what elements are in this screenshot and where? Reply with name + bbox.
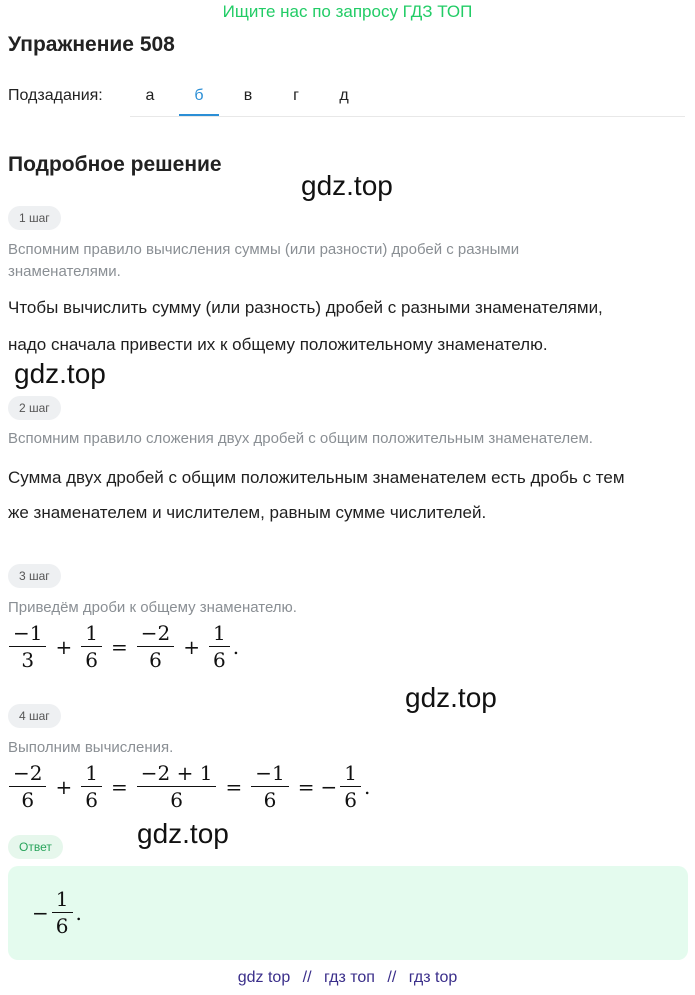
step-text-line: же знаменателем и числителем, равным сумме числителей. — [8, 503, 487, 522]
promo-banner[interactable]: Ищите нас по запросу ГДЗ ТОП — [222, 2, 473, 21]
watermark: gdz.top — [405, 682, 497, 713]
watermark: gdz.top — [301, 170, 393, 201]
tab-d[interactable]: д — [339, 87, 349, 104]
footer-link[interactable]: гдз top — [408, 969, 458, 986]
footer-link[interactable]: gdz top — [237, 969, 291, 986]
step-text-line: Чтобы вычислить сумму (или разность) дробей с разными знаменателями, — [8, 298, 603, 317]
tab-b[interactable]: б — [179, 76, 219, 116]
fraction: $\frac{1}{6}$ — [81, 762, 102, 811]
formula: $\frac{-2}{6}$ + $\frac{1}{6}$ = $\frac{-2 + 1}{6}$ = $\frac{-1}{6}$ = − $\frac{1}{6}$ . — [6, 762, 370, 811]
page-title: Упражнение 508 — [8, 33, 175, 56]
fraction: $\frac{1}{6}$ — [209, 622, 230, 671]
fraction: $\frac{-1}{6}$ — [251, 762, 288, 811]
tab-v[interactable]: в — [243, 87, 253, 104]
fraction: $\frac{-2}{6}$ — [9, 762, 46, 811]
fraction: $\frac{1}{6}$ — [340, 762, 361, 811]
watermark: gdz.top — [137, 818, 229, 849]
step-badge: 3 шаг — [8, 564, 61, 588]
subtasks-label: Подзадания: — [8, 87, 103, 104]
fraction: $\frac{1}{6}$ — [52, 888, 73, 937]
answer-box — [8, 866, 688, 960]
fraction: $\frac{1}{6}$ — [81, 622, 102, 671]
fraction: $\frac{-1}{3}$ — [9, 622, 46, 671]
fraction: $\frac{-2 + 1}{6}$ — [137, 762, 217, 811]
solution-title: Подробное решение — [8, 153, 222, 176]
tab-a[interactable]: а — [145, 87, 155, 104]
step-text-line: Сумма двух дробей с общим положительным знаменателем есть дробь с тем — [8, 468, 625, 487]
subtask-tabs — [130, 76, 685, 117]
step-text-line: надо сначала привести их к общему положительному знаменателю. — [8, 335, 548, 354]
watermark: gdz.top — [14, 358, 106, 389]
footer-link[interactable]: гдз топ — [324, 969, 375, 986]
step-hint: Вспомним правило сложения двух дробей с общим положительным знаменателем. — [8, 430, 593, 447]
tab-g[interactable]: г — [293, 87, 299, 104]
formula: $\frac{-1}{3}$ + $\frac{1}{6}$ = $\frac{-2}{6}$ + $\frac{1}{6}$ . — [6, 622, 239, 671]
fraction: $\frac{-2}{6}$ — [137, 622, 174, 671]
step-badge: 1 шаг — [8, 206, 61, 230]
step-badge: 2 шаг — [8, 396, 61, 420]
step-badge: 4 шаг — [8, 704, 61, 728]
step-hint: Вспомним правило вычисления суммы (или разности) дробей с разными знаменателями. — [8, 241, 520, 280]
footer-separator: // — [302, 969, 312, 986]
footer-separator: // — [387, 969, 397, 986]
step-hint: Выполним вычисления. — [8, 739, 174, 756]
answer-formula: − $\frac{1}{6}$ . — [32, 887, 82, 938]
step-hint: Приведём дроби к общему знаменателю. — [8, 599, 297, 616]
answer-badge: Ответ — [8, 835, 63, 859]
footer-links — [0, 969, 695, 987]
